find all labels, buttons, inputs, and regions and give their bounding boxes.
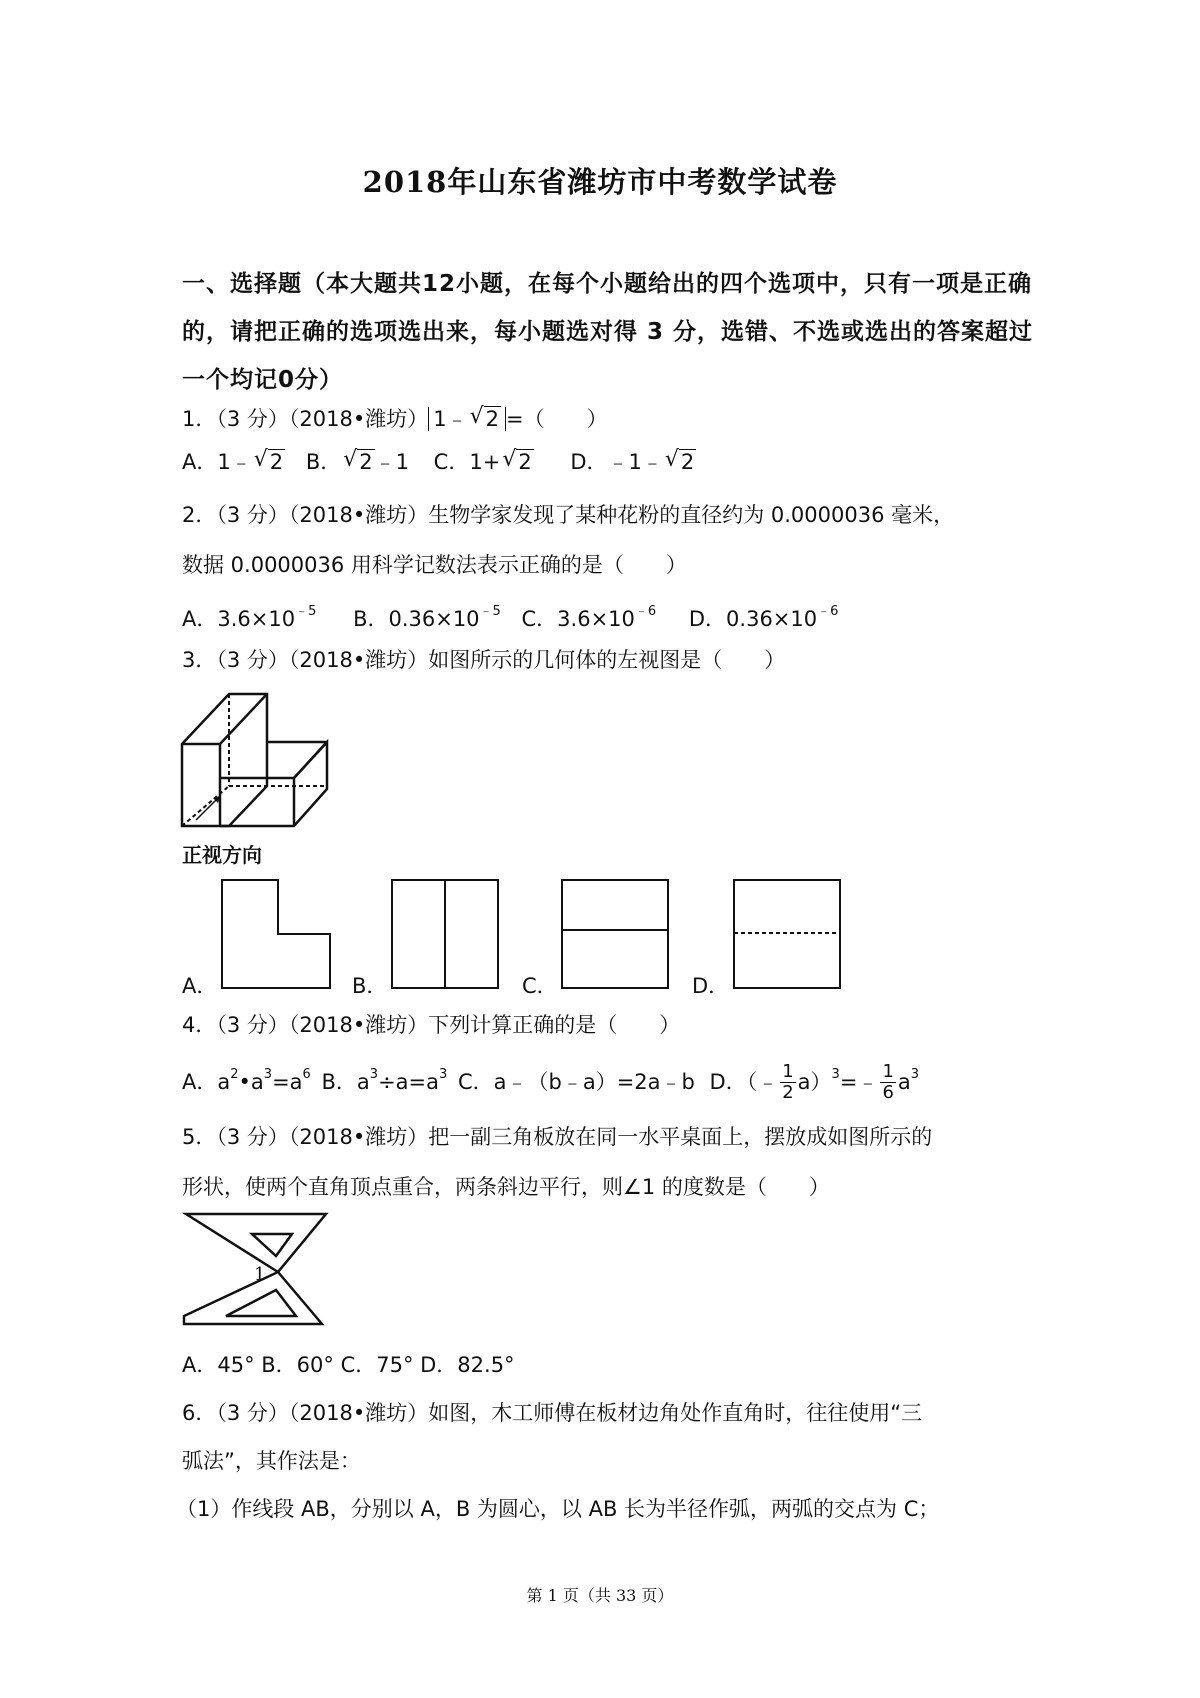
question-4-options <box>182 1062 919 1103</box>
question-4-text: 4．（3 分）（2018•潍坊）下列计算正确的是（ ） <box>182 1013 681 1037</box>
option-c: C．a﹣（b﹣a）=2a﹣b <box>457 1069 695 1094</box>
question-1-options <box>182 447 696 477</box>
option-a: A．$a^2•a^3=a^6$ <box>182 1066 311 1094</box>
choice-b-figure <box>390 878 500 990</box>
section-heading: 一、选择题（本大题共12小题，在每个小题给出的四个选项中，只有一项是正确的，请把正确的选项选出来，每小题选对得 3 分，选错、不选或选出的答案超过一个均记0分） <box>182 271 1034 393</box>
option-c: C．$3.6\times 10^{﹣6}$ <box>521 604 657 631</box>
choice-a-figure <box>220 878 332 990</box>
option-b: B．$0.36\times 10^{﹣5}$ <box>353 604 501 631</box>
question-6-line-3: （1）作线段 AB，分别以 A，B 为圆心，以 AB 长为半径作弧，两弧的交点为 C； <box>176 1497 940 1521</box>
question-5-line-1: 5．（3 分）（2018•潍坊）把一副三角板放在同一水平桌面上，摆放成如图所示的 <box>182 1125 933 1149</box>
option-b: B．$a^3\div a=a^3$ <box>321 1066 448 1094</box>
view-direction-caption: 正视方向 <box>182 843 262 867</box>
option-b: B．√ 2﹣1 <box>306 450 409 474</box>
page-title: 2018年山东省潍坊市中考数学试卷 <box>362 165 838 199</box>
option-a: A．1﹣√ 2 <box>182 450 285 474</box>
choice-c-label: C． <box>522 974 558 998</box>
question-2-line-2: 数据 0.0000036 用科学记数法表示正确的是（ ） <box>182 553 687 577</box>
choice-d-figure <box>732 878 844 990</box>
question-1-prefix: 1．（3 分）（2018•潍坊） <box>182 407 429 431</box>
question-5-options: A．45° B．60° C．75° D．82.5° <box>182 1353 515 1377</box>
choice-c-figure <box>560 878 670 990</box>
option-a: A．$3.6\times 10^{﹣5}$ <box>182 604 317 631</box>
option-d: D．﹣1﹣√ 2 <box>570 450 696 474</box>
question-3-text: 3．（3 分）（2018•潍坊）如图所示的几何体的左视图是（ ） <box>182 648 786 672</box>
sqrt-symbol: √ 2 <box>470 404 501 434</box>
option-c: C．1+√ 2 <box>434 450 534 474</box>
question-5-line-2: 形状，使两个直角顶点重合，两条斜边平行，则∠1 的度数是（ ） <box>182 1175 830 1199</box>
question-2-line-1: 2．（3 分）（2018•潍坊）生物学家发现了某种花粉的直径约为 0.0000036 毫米， <box>182 503 955 527</box>
solid-figure <box>180 690 330 830</box>
choice-d-label: D． <box>692 974 730 998</box>
question-6-line-1: 6．（3 分）（2018•潍坊）如图，木工师傅在板材边角处作直角时，往往使用“三 <box>182 1401 923 1425</box>
choice-a-label: A． <box>182 974 218 998</box>
option-d: D．$0.36\times 10^{﹣6}$ <box>688 604 839 631</box>
question-2-options <box>182 600 838 634</box>
choice-b-label: B． <box>352 974 388 998</box>
triangle-rulers-figure <box>180 1210 330 1330</box>
question-1: 1．（3 分）（2018•潍坊） 1﹣√ 2 =（ ） <box>182 404 608 434</box>
option-d: D．（﹣ $\frac{1}{2}$ a）$^3$=﹣ $\frac{1}{6}$ $a^3$ <box>709 1061 920 1103</box>
angle-1-label: 1 <box>254 1264 266 1285</box>
abs-expression: 1﹣√ 2 <box>428 407 506 431</box>
page-footer: 第 1 页（共 33 页） <box>526 1586 674 1605</box>
question-6-line-2: 弧法”，其作法是： <box>182 1449 361 1473</box>
